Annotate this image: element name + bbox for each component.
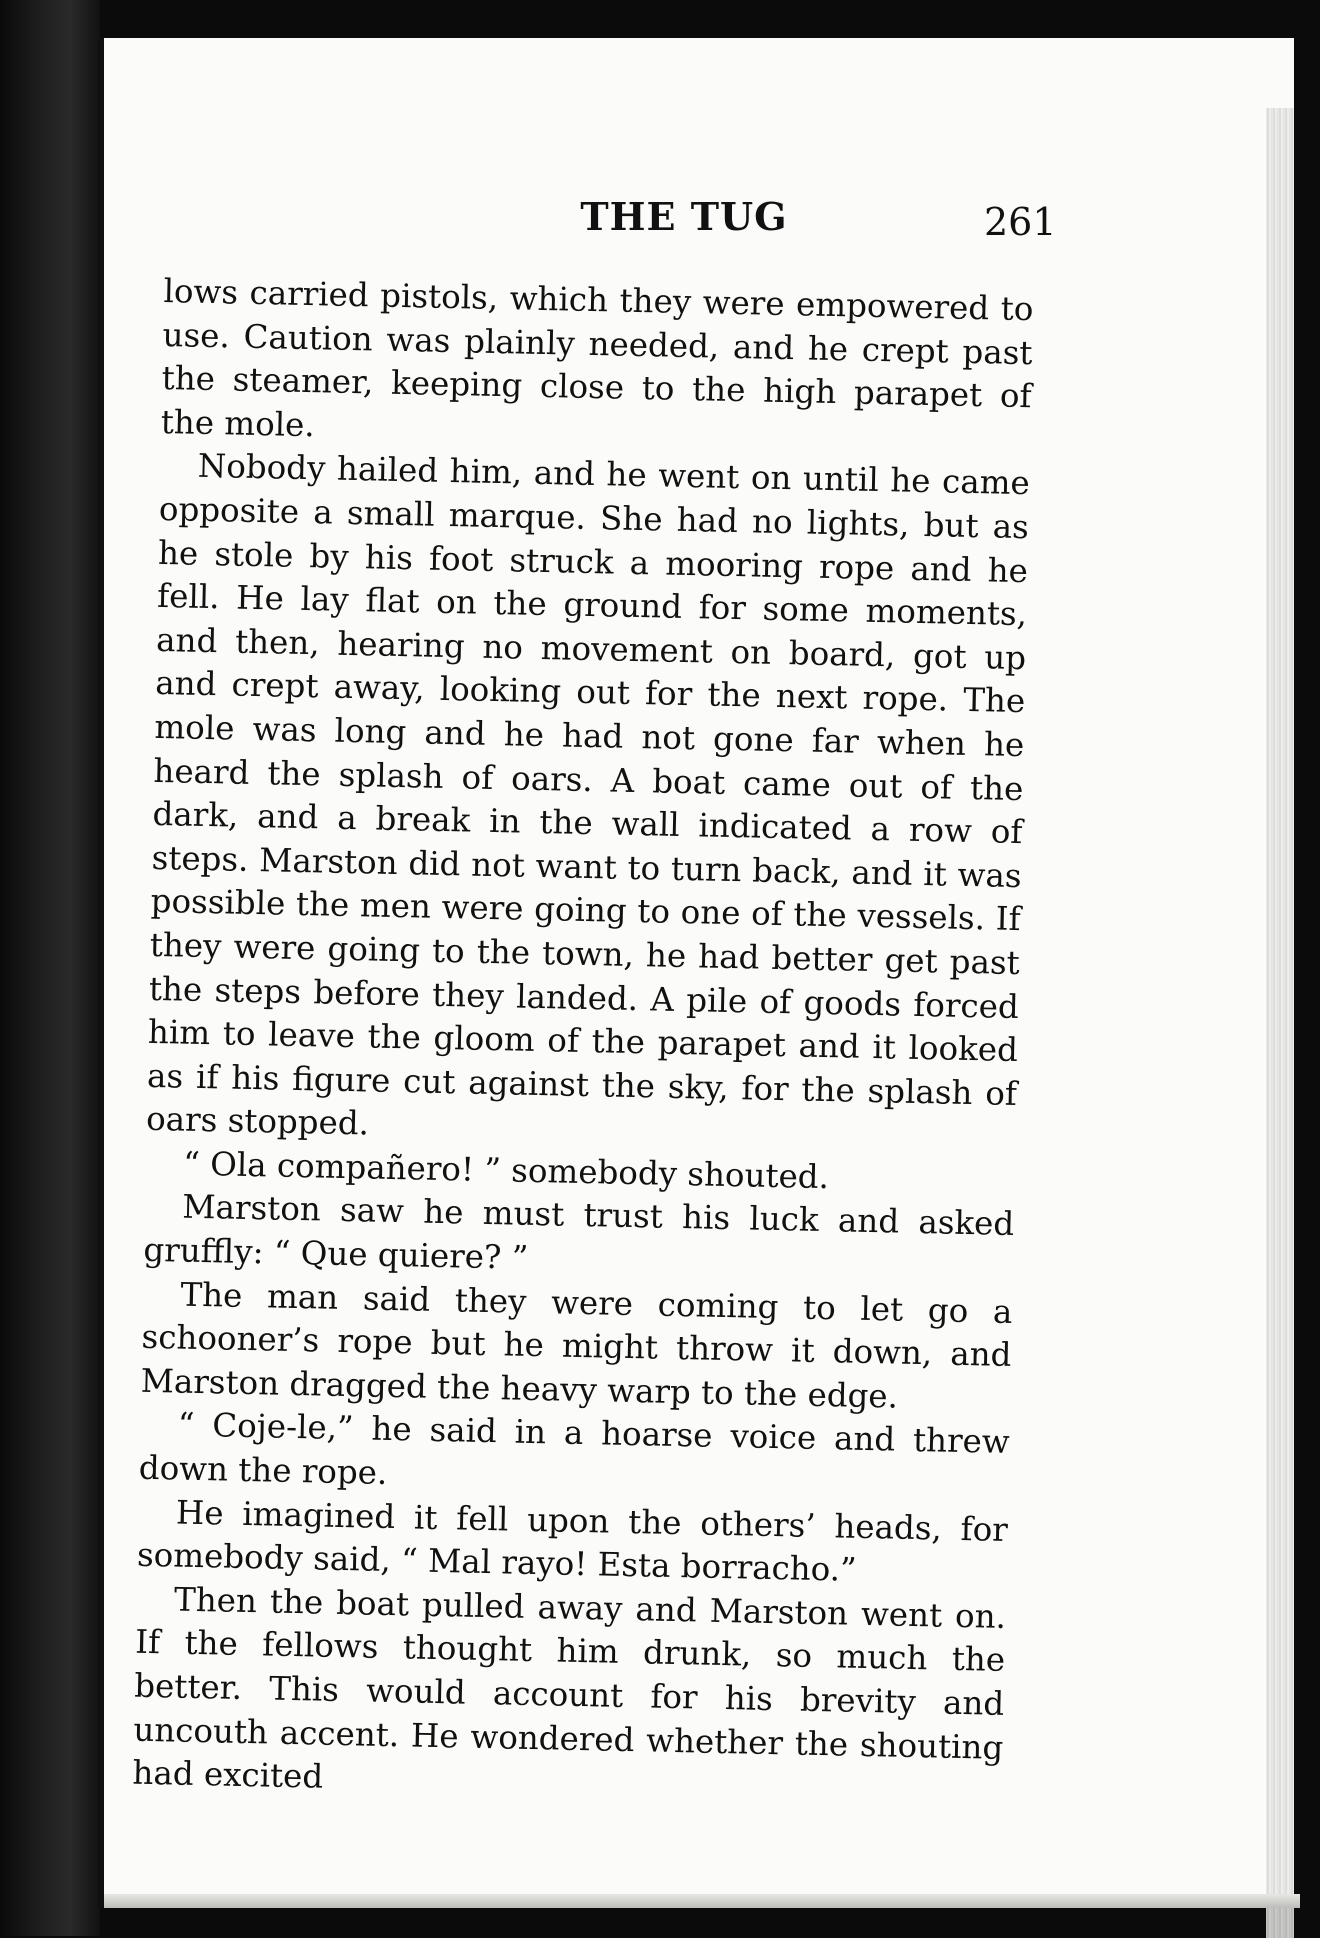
paragraph: lows carried pistols, which they were empowered to use. Caution was plainly needed, and he crept past the steamer, keeping close to the high parapet of the mole. — [160, 271, 1034, 444]
page-header — [104, 170, 1164, 250]
paragraph: Nobody hailed him, and he went on until he came opposite a small marque. She had no lights, but as he stole by his foot struck a mooring rope and he fell. He lay flat on the ground for some moments, and then, hearing no movement on board, got up and crept away, looking out for the next rope. The mole was long and he had not gone far when he heard the splash of oars. A boat came out of the dark, and a break in the wall indicated a row of steps. Marston did not want to turn back, and it was possible the men were going to one of the vessels. If they were going to the town, he had better get past the steps before they landed. A pile of goods forced him to leave the gloom of the parapet and it looked as if his figure cut against the sky, for the splash of oars stopped. — [145, 447, 1031, 1143]
running-title: THE TUG — [580, 194, 788, 239]
paragraph-dialogue: “ Coje-le,” he said in a hoarse voice and threw down the rope. — [138, 1405, 1011, 1492]
book-page — [98, 38, 1294, 1908]
adjacent-page-edge — [0, 0, 100, 1936]
page-fore-edge — [1266, 108, 1294, 1938]
page-bottom-edge — [104, 1894, 1300, 1908]
paragraph: The man said they were coming to let go a schooner’s rope but he might throw it down, and Marston dragged the heavy warp to the edge. — [140, 1275, 1013, 1416]
paragraph-dialogue: “ Ola compañero! ” somebody shouted. — [182, 1144, 830, 1196]
page-number: 261 — [984, 200, 1057, 244]
paragraph: Then the boat pulled away and Marston went on. If the fellows thought him drunk, so much the better. This would account for his brevity and uncouth accent. He wondered whether the shouting had excited — [132, 1580, 1007, 1796]
paragraph: Marston saw he must trust his luck and asked gruffly: “ Que quiere? ” — [143, 1188, 1015, 1277]
page-body — [132, 270, 1034, 1814]
paragraph: He imagined it fell upon the others’ heads, for somebody said, “ Mal rayo! Esta borracho.” — [136, 1493, 1009, 1590]
